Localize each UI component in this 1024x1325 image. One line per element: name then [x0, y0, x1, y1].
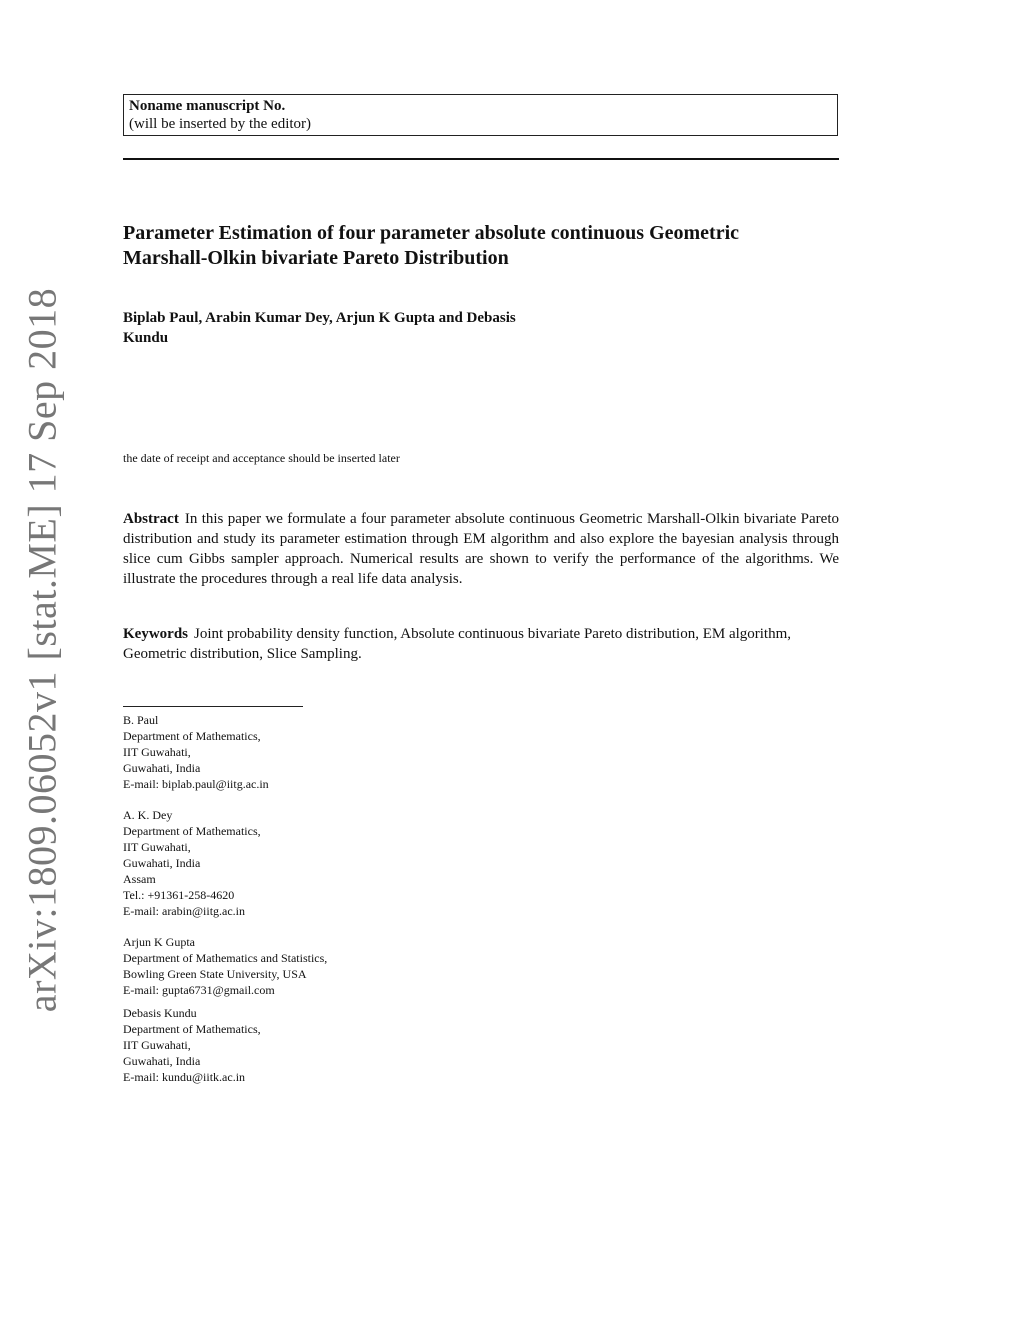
abstract-text: In this paper we formulate a four parameter absolute continuous Geometric Marshall-Olkin bivariate Pareto distribution and study its parameter estimation through EM algorithm and also explore the bayesian analysis through slice cum Gibbs sampler approach. Numerical results are shown to verify the performance of the algorithms. We illustrate the procedures through a real life data analysis.	[123, 511, 839, 587]
affiliation-email: E-mail: arabin@iitg.ac.in	[123, 904, 246, 918]
receipt-dates: the date of receipt and acceptance should be inserted later	[123, 451, 400, 465]
title-line-1: Parameter Estimation of four parameter absolute continuous Geometric	[123, 222, 740, 244]
affiliation-line: Department of Mathematics,	[123, 1022, 261, 1036]
affiliation-line: Guwahati, India	[123, 1054, 201, 1068]
affiliation-email: E-mail: kundu@iitk.ac.in	[123, 1070, 246, 1084]
manuscript-number: Noname manuscript No.	[129, 98, 286, 114]
affiliation-line: Department of Mathematics and Statistics,	[123, 951, 328, 965]
manuscript-header-box	[123, 94, 838, 136]
footnote-rule	[123, 706, 303, 707]
abstract-label: Abstract	[123, 511, 179, 527]
affiliation-line: Arjun K Gupta	[123, 935, 195, 949]
authors-line-2: Kundu	[123, 330, 169, 346]
affiliation-line: Debasis Kundu	[123, 1006, 197, 1020]
affiliation-line: Department of Mathematics,	[123, 824, 261, 838]
paper-title	[123, 221, 839, 271]
affiliation-line: B. Paul	[123, 713, 159, 727]
arxiv-stamp: arXiv:1809.06052v1 [stat.ME] 17 Sep 2018	[19, 287, 65, 1013]
author-list	[123, 308, 583, 348]
editor-note: (will be inserted by the editor)	[129, 116, 312, 132]
affiliation-line: Assam	[123, 872, 156, 886]
affiliation-line: Guwahati, India	[123, 856, 201, 870]
affiliation-phone: Tel.: +91361-258-4620	[123, 888, 235, 902]
affiliation-line: IIT Guwahati,	[123, 1038, 191, 1052]
affiliation-line: A. K. Dey	[123, 808, 173, 822]
abstract	[123, 509, 839, 589]
keywords-label: Keywords	[123, 626, 188, 642]
affiliation-line: IIT Guwahati,	[123, 745, 191, 759]
affiliation-paul	[123, 712, 269, 792]
affiliation-line: IIT Guwahati,	[123, 840, 191, 854]
affiliation-kundu	[123, 1005, 261, 1085]
affiliation-gupta	[123, 934, 327, 998]
keywords	[123, 624, 839, 664]
affiliation-line: Guwahati, India	[123, 761, 201, 775]
affiliation-line: Bowling Green State University, USA	[123, 967, 307, 981]
affiliation-dey	[123, 807, 261, 919]
header-rule	[123, 158, 839, 160]
keywords-text: Joint probability density function, Absolute continuous bivariate Pareto distribution, EM algorithm, Geometric distribution, Slice Sampling.	[123, 626, 792, 662]
title-line-2: Marshall-Olkin bivariate Pareto Distribution	[123, 247, 509, 269]
affiliation-email: E-mail: biplab.paul@iitg.ac.in	[123, 777, 269, 791]
affiliation-line: Department of Mathematics,	[123, 729, 261, 743]
affiliation-email: E-mail: gupta6731@gmail.com	[123, 983, 275, 997]
authors-line-1: Biplab Paul, Arabin Kumar Dey, Arjun K Gupta and Debasis	[123, 310, 516, 326]
